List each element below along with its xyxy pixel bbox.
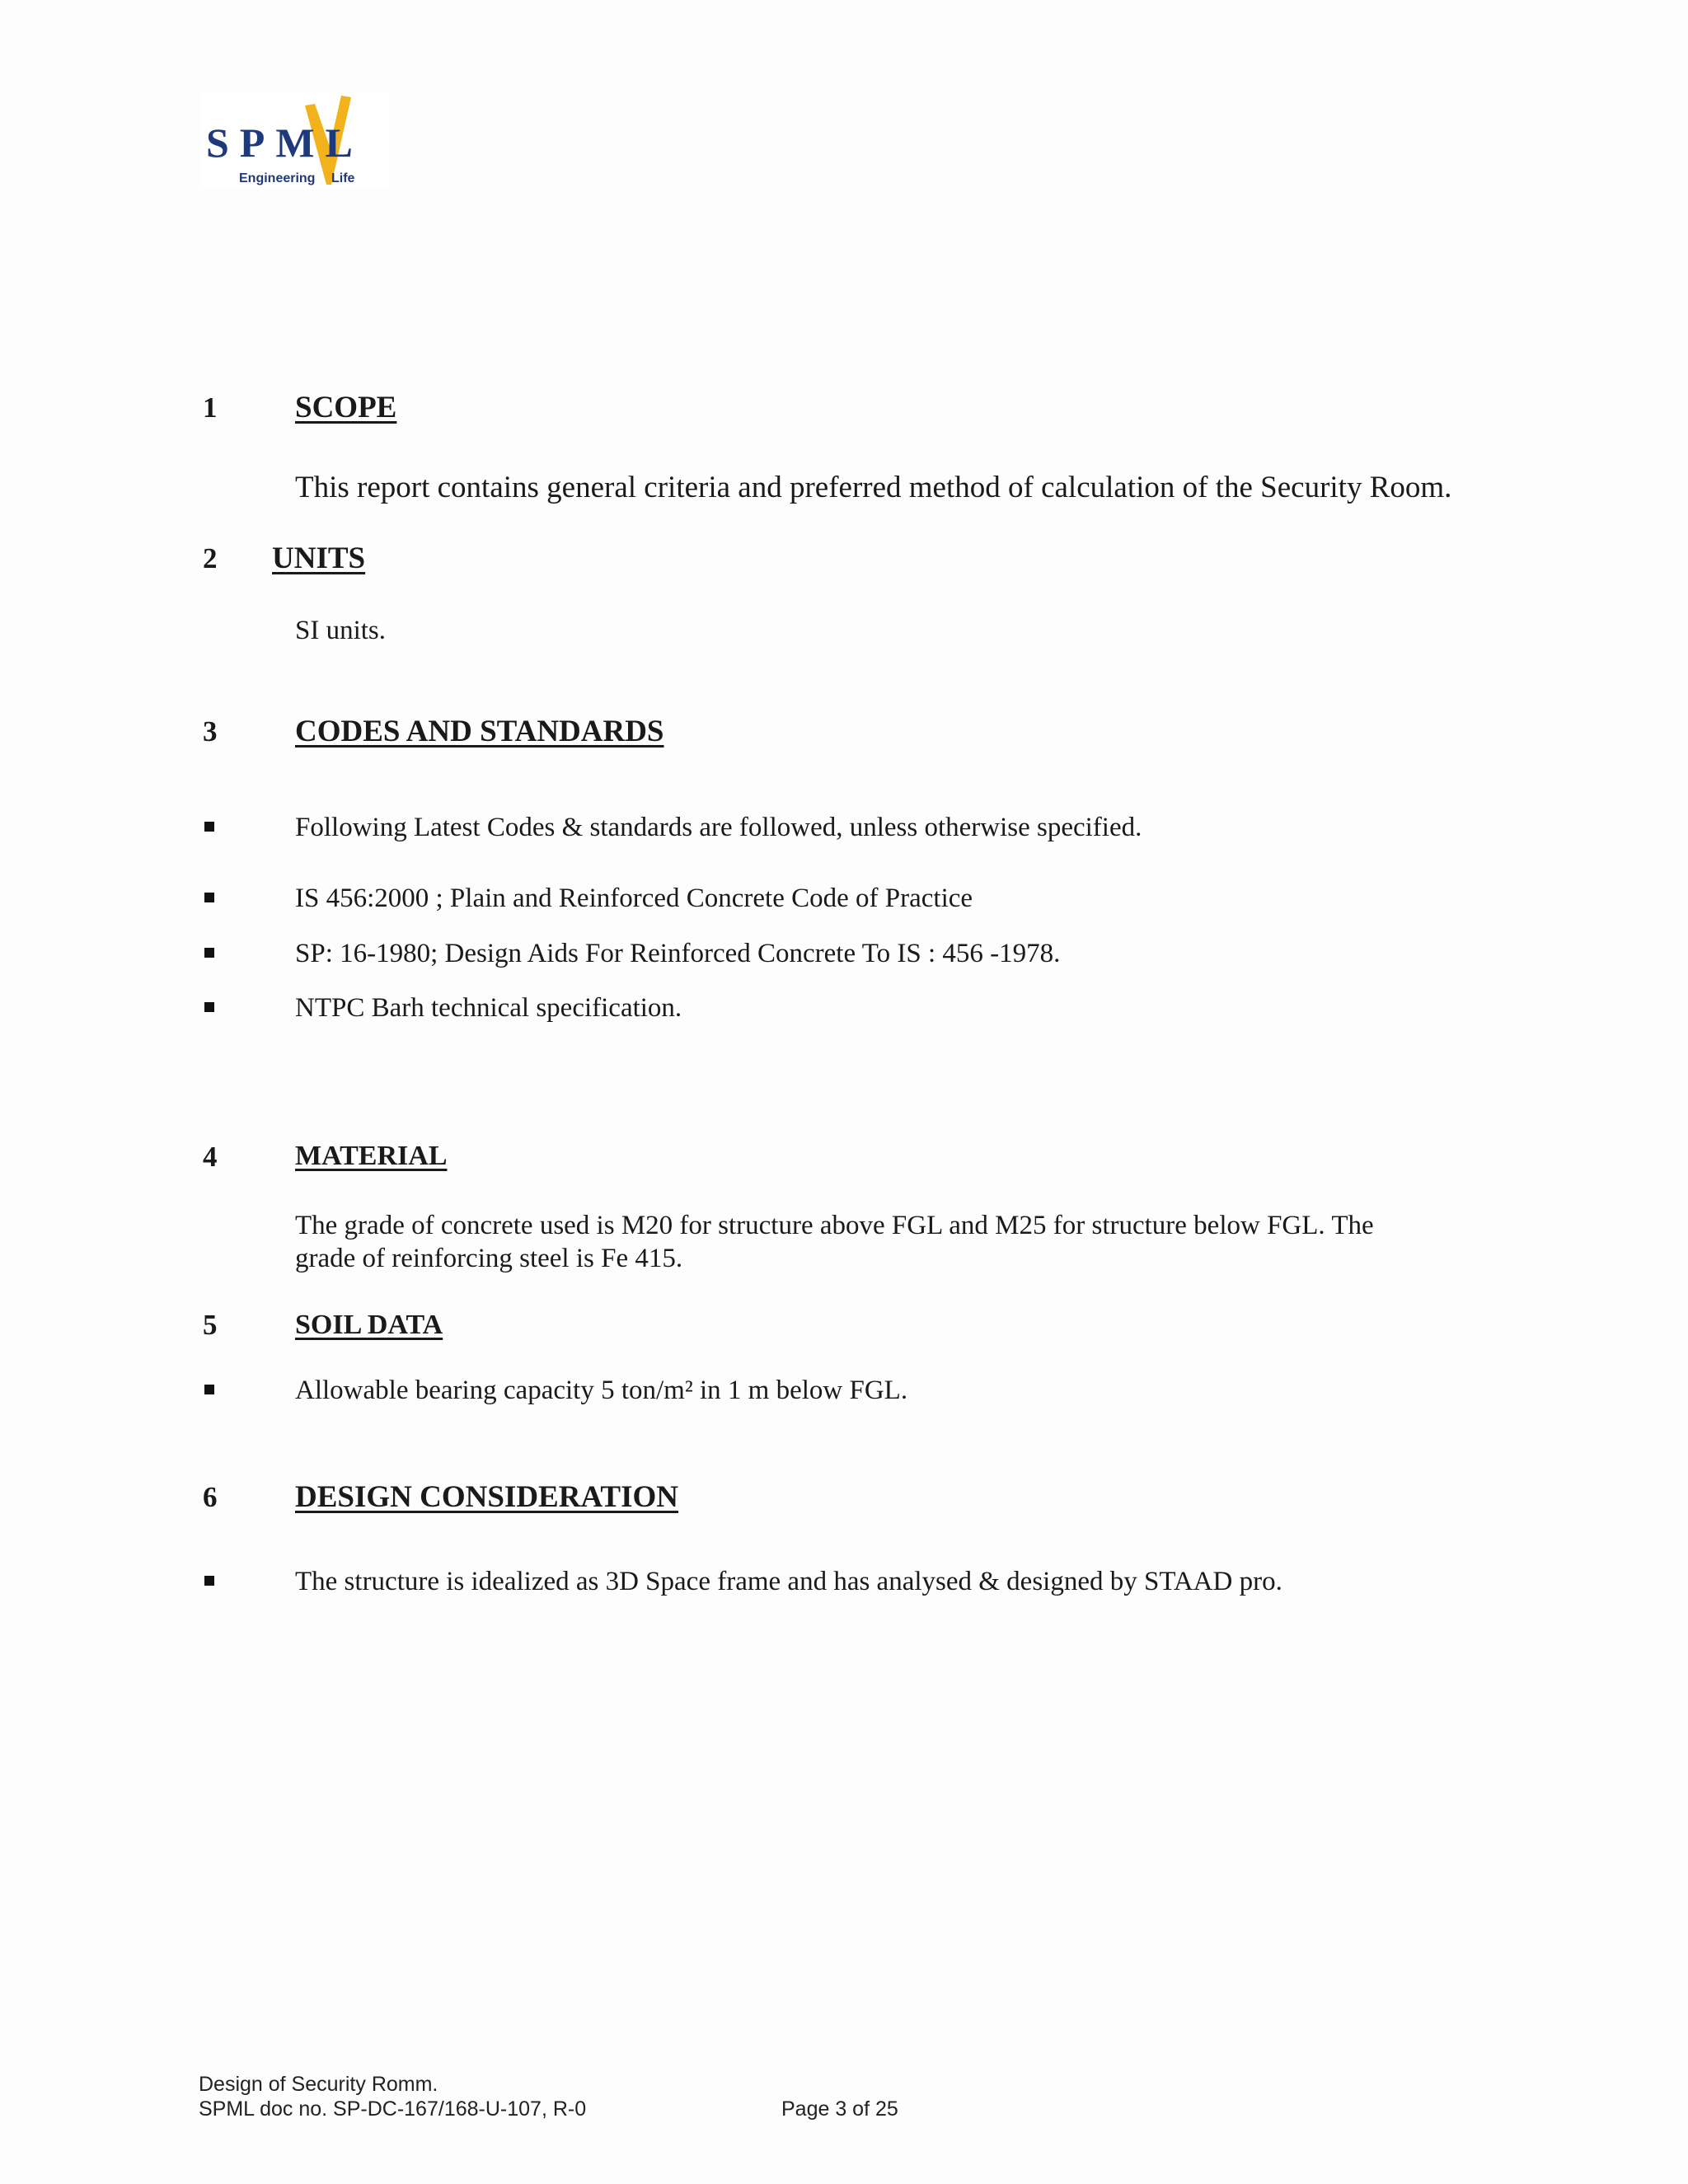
section-2-body: SI units. bbox=[295, 616, 387, 645]
section-1-title: SCOPE bbox=[295, 391, 397, 424]
footer-page-number: Page 3 of 25 bbox=[781, 2097, 898, 2121]
design-consideration-item: The structure is idealized as 3D Space frame and has analysed & designed by STAAD pro. bbox=[295, 1567, 1282, 1596]
section-4-number: 4 bbox=[203, 1141, 218, 1173]
bullet-marker bbox=[204, 1576, 214, 1586]
logo-brand-text: SPML bbox=[206, 120, 363, 166]
section-4-body-line-1: The grade of concrete used is M20 for structure above FGL and M25 for structure below FGL. The bbox=[295, 1211, 1374, 1240]
section-6-title: DESIGN CONSIDERATION bbox=[295, 1480, 678, 1514]
section-4-title: MATERIAL bbox=[295, 1141, 448, 1171]
codes-list-item: NTPC Barh technical specification. bbox=[295, 993, 682, 1023]
bullet-marker bbox=[204, 893, 214, 902]
bullet-marker bbox=[204, 948, 214, 958]
section-5-number: 5 bbox=[203, 1309, 218, 1341]
bullet-marker bbox=[204, 822, 214, 832]
spml-logo bbox=[203, 92, 389, 190]
section-5-title: SOIL DATA bbox=[295, 1310, 443, 1340]
section-3-title: CODES AND STANDARDS bbox=[295, 715, 664, 748]
section-4-body-line-2: grade of reinforcing steel is Fe 415. bbox=[295, 1244, 683, 1273]
codes-list-item: Following Latest Codes & standards are followed, unless otherwise specified. bbox=[295, 813, 1142, 842]
section-2-title: UNITS bbox=[272, 541, 366, 575]
logo-tagline-right: Life bbox=[331, 171, 355, 185]
codes-list-item: SP: 16-1980; Design Aids For Reinforced Concrete To IS : 456 -1978. bbox=[295, 939, 1061, 968]
bullet-marker bbox=[204, 1002, 214, 1012]
codes-list-item: IS 456:2000 ; Plain and Reinforced Concrete Code of Practice bbox=[295, 883, 973, 913]
section-2-number: 2 bbox=[203, 542, 218, 574]
bullet-marker bbox=[204, 1385, 214, 1394]
section-1-number: 1 bbox=[203, 391, 218, 424]
footer-title: Design of Security Romm. bbox=[199, 2073, 438, 2096]
logo-tagline-left: Engineering bbox=[239, 171, 316, 185]
section-3-number: 3 bbox=[203, 715, 218, 748]
section-6-number: 6 bbox=[203, 1481, 218, 1513]
section-1-body: This report contains general criteria and preferred method of calculation of the Security Room. bbox=[295, 471, 1452, 504]
footer-doc-number: SPML doc no. SP-DC-167/168-U-107, R-0 bbox=[199, 2097, 587, 2121]
soil-data-item: Allowable bearing capacity 5 ton/m² in 1 m below FGL. bbox=[295, 1376, 908, 1405]
